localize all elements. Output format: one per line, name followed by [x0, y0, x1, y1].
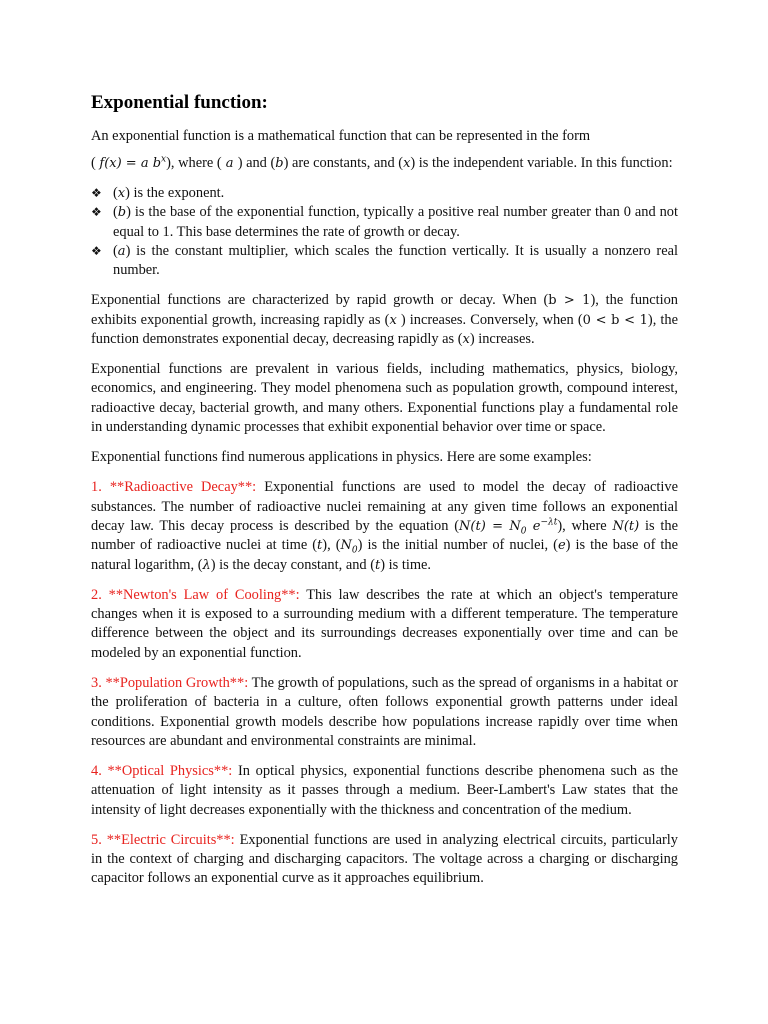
application-optical	[91, 762, 678, 820]
text-run: ) is the initial number of nuclei, (	[357, 537, 558, 554]
prevalent-paragraph: Exponential functions are prevalent in various fields, including mathematics, physics, biology, economics, and engineering. They model phenomena such as population growth, compound interest, radioactive decay, bacterial growth, and many others. Exponential functions play a fundamental role in understanding dynamic processes that exhibit exponential behavior over time or space.	[91, 361, 678, 436]
n0-base: N	[340, 538, 352, 554]
page-heading: Exponential function:	[91, 92, 268, 113]
application-title: 4. **Optical Physics**:	[91, 762, 233, 779]
math-run: x	[389, 312, 397, 328]
text-run: ) is the decay constant, and (	[210, 556, 375, 573]
list-item: ❖ (a) is the constant multiplier, which scales the function vertically. It is usually a nonzero real number.	[91, 243, 678, 279]
definition-list	[91, 184, 678, 281]
text-run: ) increases. Conversely, when (	[396, 311, 583, 328]
bullet-text: ) is the constant multiplier, which scales the function vertically. It is usually a nonzero real number.	[113, 243, 678, 279]
text-run: ), the function demonstrates exponential decay, decreasing rapidly as (	[91, 311, 678, 348]
application-text: This law describes the rate at which an object's temperature changes when it is exposed to a surrounding medium with a different temperature. The temperature difference between the object and its surroundings decreases exponentially over time and can be modeled by an exponential function.	[91, 586, 678, 661]
decay-equation-sub: 0	[520, 526, 527, 537]
characterized-paragraph	[91, 291, 678, 349]
math-run: N(t)	[612, 518, 640, 534]
bullet-var: b	[117, 205, 127, 221]
list-item: ❖ (b) is the base of the exponential function, typically a positive real number greater than 0 and not equal to 1. This base determines the rate of growth or decay.	[91, 204, 678, 240]
text-run: ) is time.	[380, 556, 431, 573]
list-item: ❖ (x) is the exponent.	[91, 184, 678, 203]
application-title: 3. **Population Growth**:	[91, 674, 249, 691]
bullet-var: x	[117, 185, 126, 201]
var-b: b	[275, 156, 284, 172]
text-run: ) is the base of the natural logarithm, (	[91, 537, 678, 573]
decay-equation	[459, 517, 558, 537]
formula-exponent: x	[161, 155, 167, 166]
var-x: x	[403, 156, 411, 172]
application-circuits	[91, 831, 678, 889]
intro-mid: ) are constants, and (	[283, 155, 404, 172]
intro-paragraph	[91, 127, 678, 146]
decay-equation-e: e	[526, 518, 541, 534]
application-title: 5. **Electric Circuits**:	[91, 831, 235, 848]
formula-fx	[99, 156, 166, 171]
text-run: is the number of radioactive nuclei at time (	[91, 517, 679, 554]
math-run: e	[557, 538, 566, 554]
application-title: 2. **Newton's Law of Cooling**:	[91, 586, 300, 603]
diamond-bullet-icon: ❖	[91, 244, 102, 259]
intro-and: ) and (	[237, 155, 276, 172]
application-title: 1. **Radioactive Decay**:	[91, 479, 257, 496]
document-page	[91, 90, 678, 899]
diamond-bullet-icon: ❖	[91, 205, 102, 220]
application-text: In optical physics, exponential functions describe phenomena such as the attenuation of light intensity as it passes through a medium. Beer-Lambert's Law states that the intensity of light decreases exponentially with the thickness and concentration of the medium.	[91, 762, 679, 818]
decay-equation-exponent: −λt	[540, 517, 558, 528]
intro-formula-open: (	[91, 155, 100, 172]
bullet-text: ) is the exponent.	[125, 184, 225, 201]
math-run: t	[317, 538, 323, 554]
application-cooling	[91, 586, 678, 664]
applications-intro: Exponential functions find numerous applications in physics. Here are some examples:	[91, 449, 592, 466]
application-text: The growth of populations, such as the spread of organisms in a habitat or the proliferation of bacteria in a culture, often follows exponential growth patterns under ideal conditions. Exponential growth models describe how populations increase rapidly over time when resources are abundant and environmental constraints are minimal.	[91, 674, 678, 749]
application-population	[91, 674, 678, 752]
math-run: λ	[202, 557, 211, 573]
math-run: 0 < b < 1	[582, 312, 648, 328]
math-run	[340, 538, 358, 556]
bullet-var: a	[117, 244, 126, 260]
text-run: ) increases.	[469, 331, 535, 348]
decay-equation-lhs: N(t) = N	[459, 518, 521, 534]
math-run: b > 1	[548, 293, 591, 309]
formula-fx-base: f(x) = a b	[99, 156, 162, 172]
bullet-text: ) is the base of the exponential function, typically a positive real number greater than 0 and not equal to 1. This base determines the rate of growth or decay.	[113, 204, 678, 240]
text-run: , where	[562, 517, 613, 534]
text-run: ), the function exhibits exponential growth, increasing rapidly as (	[91, 292, 679, 328]
intro-formula-close: ), where (	[166, 155, 222, 172]
intro-end: ) is the independent variable. In this function:	[410, 155, 673, 172]
math-run: t	[375, 557, 381, 573]
text-run: Exponential functions are used to model the decay of radioactive substances. The number of radioactive nuclei remaining at any given time follows an exponential decay law. This decay process is described by the equation (	[91, 479, 678, 534]
intro-text: An exponential function is a mathematical function that can be represented in the form	[91, 128, 591, 144]
math-run: x	[462, 332, 470, 348]
application-radioactive: 1. **Radioactive Decay**: Exponential functions are used to model the decay of radioactive substances. The number of radioactive nuclei remaining at any given time follows an exponential decay law. This decay process is described by the equation ($N(t) = N_0$ $e^{-\lambda t}$), where N(t) is the number of radioactive nuclei at time (t), $(N_0)$ is the initial number of nuclei, (e) is the base of the natural logarithm, (λ) is the decay constant, and (t) is time.	[91, 479, 679, 573]
diamond-bullet-icon: ❖	[91, 185, 102, 200]
application-text: Exponential functions are used in analyzing electrical circuits, particularly in the context of charging and discharging capacitors. The voltage across a charging or discharging capacitor follows an exponential curve as it approaches equilibrium.	[91, 831, 678, 887]
n0-sub: 0	[351, 545, 358, 556]
text-run: Exponential functions are characterized by rapid growth or decay. When (	[91, 292, 549, 309]
text-run: ), (	[322, 537, 341, 554]
var-a: a	[221, 156, 238, 172]
intro-formula-paragraph	[91, 154, 678, 173]
